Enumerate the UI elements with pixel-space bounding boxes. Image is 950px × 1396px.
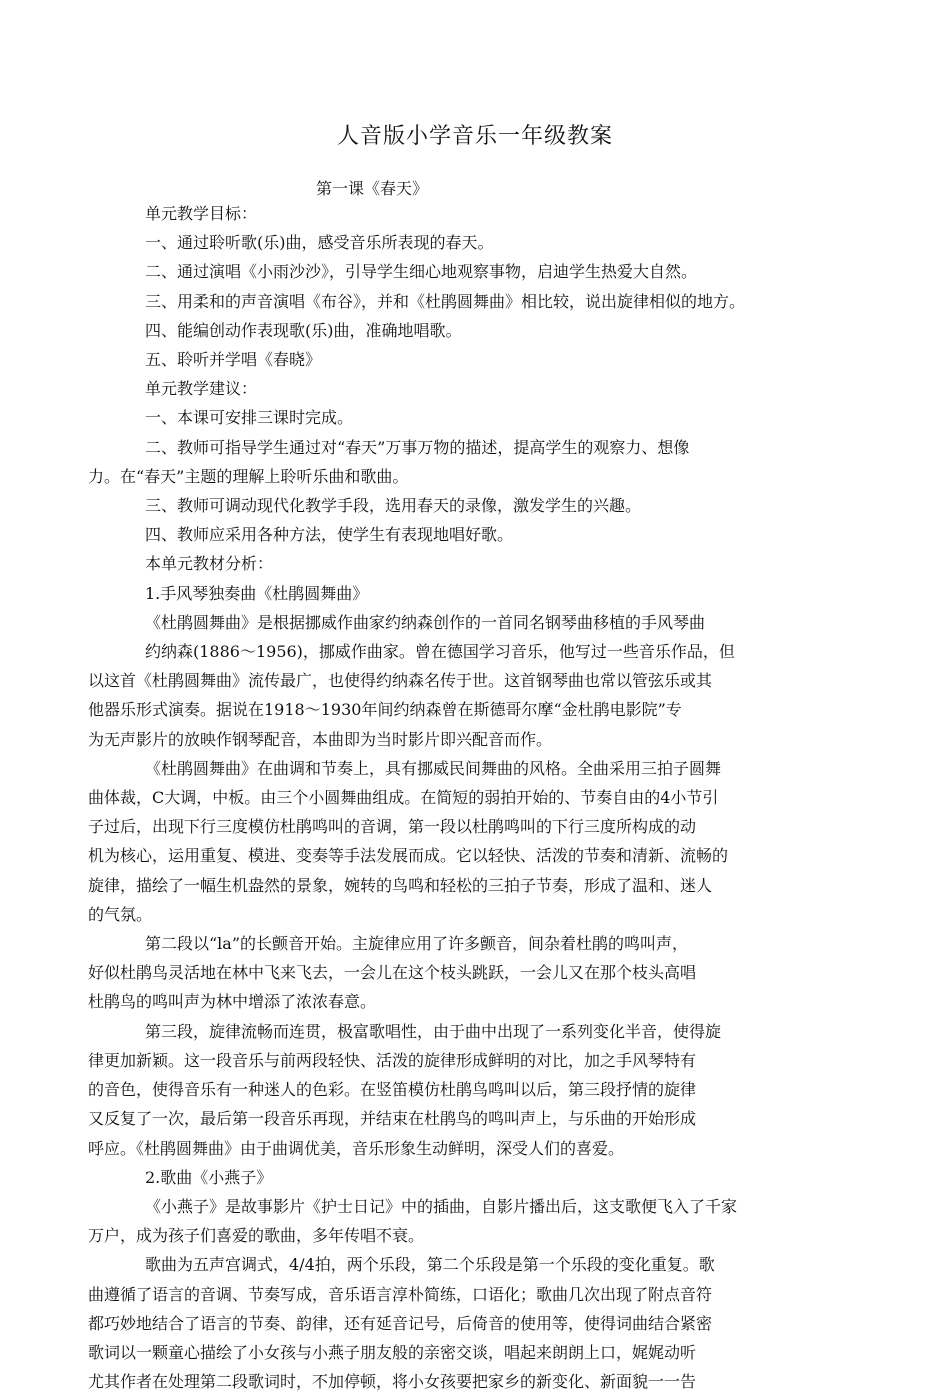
document-body [88, 199, 810, 1396]
text-line: 歌词以一颗童心描绘了小女孩与小燕子朋友般的亲密交谈，唱起来朗朗上口，娓娓动听 [88, 1342, 697, 1362]
text-line: 一、通过聆听歌(乐)曲，感受音乐所表现的春天。 [145, 233, 494, 253]
text-line: 他器乐形式演奏。据说在1918～1930年间约纳森曾在斯德哥尔摩“金杜鹃电影院”专 [88, 700, 682, 720]
text-line: 好似杜鹃鸟灵活地在林中飞来飞去，一会儿在这个枝头跳跃，一会儿又在那个枝头高唱 [88, 963, 697, 983]
text-line: 单元教学目标： [145, 204, 258, 223]
text-line: 2.歌曲《小燕子》 [145, 1167, 273, 1187]
text-line: 二、教师可指导学生通过对“春天”万事万物的描述，提高学生的观察力、想像 [145, 437, 690, 457]
text-line: 1.手风琴独奏曲《杜鹃圆舞曲》 [145, 583, 369, 603]
document-title: 人音版小学音乐一年级教案 [336, 124, 613, 149]
text-line: 为无声影片的放映作钢琴配音，本曲即为当时影片即兴配音而作。 [88, 729, 553, 749]
text-line: 又反复了一次，最后第一段音乐再现，并结束在杜鹃鸟的鸣叫声上，与乐曲的开始形成 [88, 1109, 697, 1129]
text-line: 以这首《杜鹃圆舞曲》流传最广，也使得约纳森名传于世。这首钢琴曲也常以管弦乐或其 [88, 671, 713, 691]
text-line: 一、本课可安排三课时完成。 [145, 408, 354, 428]
text-line: 曲体裁，C大调，中板。由三个小圆舞曲组成。在简短的弱拍开始的、节奏自由的4小节引 [88, 788, 719, 808]
text-line: 五、聆听并学唱《春晓》 [145, 350, 322, 370]
text-line: 歌曲为五声宫调式，4/4拍，两个乐段，第二个乐段是第一个乐段的变化重复。歌 [145, 1255, 715, 1275]
text-line: 呼应。《杜鹃圆舞曲》由于曲调优美，音乐形象生动鲜明，深受人们的喜爱。 [88, 1138, 625, 1158]
lesson-heading: 第一课《春天》 [316, 179, 429, 198]
text-line: 力。在“春天”主题的理解上聆听乐曲和歌曲。 [88, 466, 409, 486]
text-line: 单元教学建议： [145, 379, 258, 399]
text-line: 尤其作者在处理第二段歌词时，不加停顿，将小女孩要把家乡的新变化、新面貌一一告 [88, 1372, 697, 1392]
text-line: 《杜鹃圆舞曲》是根据挪威作曲家约纳森创作的一首同名钢琴曲移植的手风琴曲 [145, 612, 706, 632]
text-line: 三、用柔和的声音演唱《布谷》，并和《杜鹃圆舞曲》相比较，说出旋律相似的地方。 [145, 291, 746, 311]
text-line: 律更加新颖。这一段音乐与前两段轻快、活泼的旋律形成鲜明的对比，加之手风琴特有 [88, 1050, 697, 1070]
text-line: 二、通过演唱《小雨沙沙》，引导学生细心地观察事物，启迪学生热爱大自然。 [145, 262, 698, 282]
text-line: 本单元教材分析： [145, 554, 274, 574]
text-line: 三、教师可调动现代化教学手段，选用春天的录像，激发学生的兴趣。 [145, 496, 642, 516]
text-line: 机为核心，运用重复、模进、变奏等手法发展而成。它以轻快、活泼的节奏和清新、流畅的 [88, 846, 729, 866]
text-line: 子过后，出现下行三度模仿杜鹃鸣叫的音调，第一段以杜鹃鸣叫的下行三度所构成的动 [88, 817, 697, 837]
text-line: 旋律，描绘了一幅生机盎然的景象，婉转的鸟鸣和轻松的三拍子节奏，形成了温和、迷人 [88, 875, 713, 895]
text-line: 四、教师应采用各种方法，使学生有表现地唱好歌。 [145, 525, 514, 545]
text-line: 第二段以“la”的长颤音开始。主旋律应用了许多颤音，间杂着杜鹃的鸣叫声， [145, 934, 689, 954]
text-line: 第三段，旋律流畅而连贯，极富歌唱性，由于曲中出现了一系列变化半音，使得旋 [145, 1021, 722, 1041]
text-line: 《小燕子》是故事影片《护士日记》中的插曲，自影片播出后，这支歌便飞入了千家 [145, 1196, 738, 1216]
text-line: 万户，成为孩子们喜爱的歌曲，多年传唱不衰。 [88, 1226, 425, 1246]
text-line: 四、能编创动作表现歌(乐)曲，准确地唱歌。 [145, 320, 462, 340]
text-line: 的音色，使得音乐有一种迷人的色彩。在竖笛模仿杜鹃鸟鸣叫以后，第三段抒情的旋律 [88, 1080, 697, 1100]
text-line: 都巧妙地结合了语言的节奏、韵律，还有延音记号，后倚音的使用等，使得词曲结合紧密 [88, 1313, 713, 1333]
text-line: 《杜鹃圆舞曲》在曲调和节奏上，具有挪威民间舞曲的风格。全曲采用三拍子圆舞 [145, 758, 722, 778]
text-line: 约纳森(1886～1956)，挪威作曲家。曾在德国学习音乐，他写过一些音乐作品，但 [145, 642, 735, 662]
text-line: 杜鹃鸟的鸣叫声为林中增添了浓浓春意。 [88, 992, 377, 1012]
text-line: 曲遵循了语言的音调、节奏写成，音乐语言淳朴简练，口语化；歌曲几次出现了附点音符 [88, 1284, 713, 1304]
text-line: 的气氛。 [88, 904, 153, 924]
